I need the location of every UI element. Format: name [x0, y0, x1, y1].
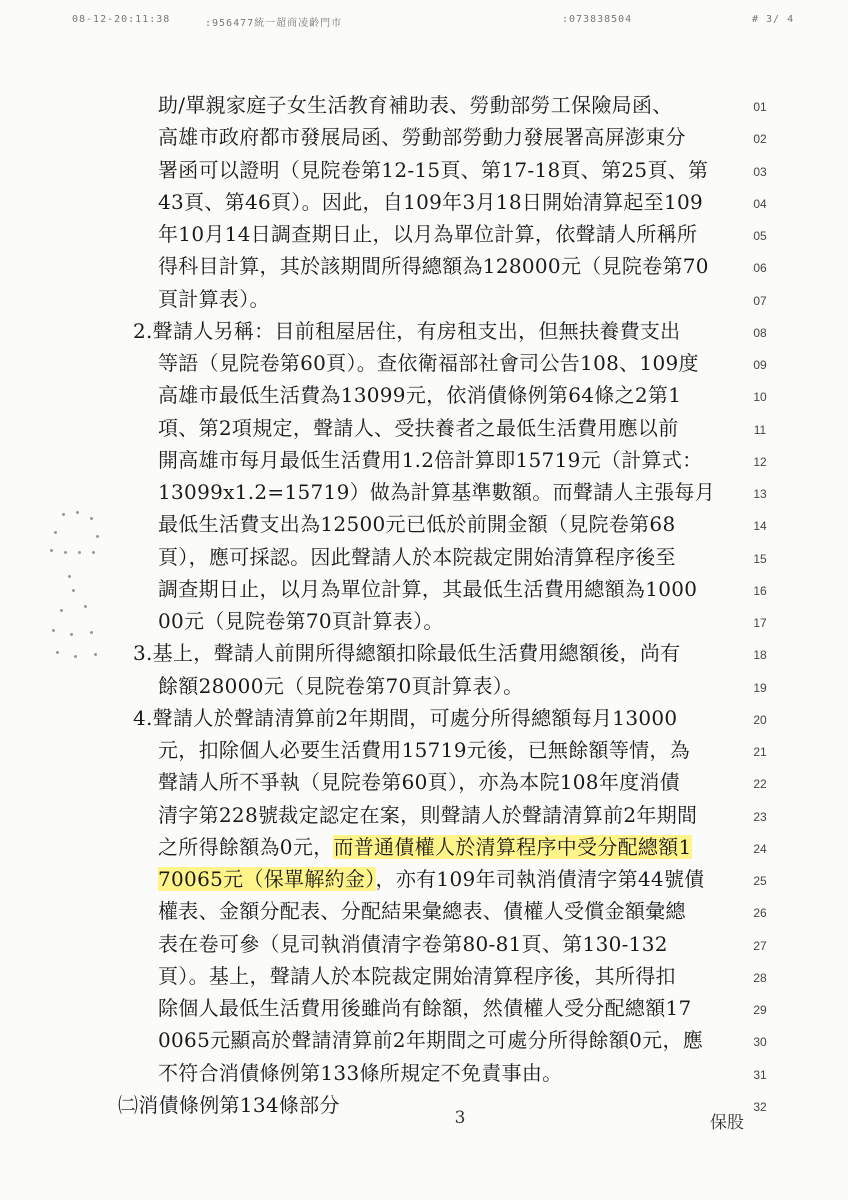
line-text: 最低生活費支出為12500元已低於前開金額（見院卷第68 [158, 512, 676, 536]
line-text: 頁）。基上，聲請人於本院裁定開始清算程序後，其所得扣 [158, 964, 676, 988]
text-line [158, 1023, 703, 1057]
fax-phone: :073838504 [562, 14, 633, 25]
line-text: 助/單親家庭子女生活教育補助表、勞動部勞工保險局函、 [158, 93, 673, 117]
text-line [158, 120, 686, 154]
text-line [158, 959, 676, 993]
line-number: 06 [753, 261, 767, 275]
line-text: 聲請人所不爭執（見院卷第60頁），亦為本院108年度消債 [158, 770, 681, 794]
line-text: 0065元顯高於聲請清算前2年期間之可處分所得餘額0元，應 [158, 1028, 704, 1052]
line-text: 項、第2項規定，聲請人、受扶養者之最低生活費用應以前 [158, 416, 679, 440]
text-line [118, 1088, 340, 1122]
line-number: 16 [753, 584, 767, 598]
line-number: 28 [753, 971, 767, 985]
text-line [158, 346, 699, 380]
line-text: 年10月14日調查期日止，以月為單位計算，依聲請人所稱所 [158, 222, 698, 246]
line-text: 除個人最低生活費用後雖尚有餘額，然債權人受分配總額17 [158, 996, 692, 1020]
text-line [158, 991, 692, 1025]
text-line [158, 153, 708, 187]
line-number: 23 [753, 810, 767, 824]
line-text: 高雄市最低生活費為13099元，依消債條例第64條之2第1 [158, 383, 682, 407]
line-number: 27 [753, 939, 767, 953]
line-text: 清字第228號裁定認定在案，則聲請人於聲請清算前2年期間 [158, 803, 698, 827]
line-number: 10 [753, 390, 767, 404]
line-text: 4.聲請人於聲請清算前2年期間，可處分所得總額每月13000 [133, 706, 678, 730]
line-text: 2.聲請人另稱：目前租屋居住，有房租支出，但無扶養費支出 [133, 319, 681, 343]
text-line [158, 669, 523, 703]
line-number: 01 [753, 100, 767, 114]
line-number: 19 [753, 681, 767, 695]
line-text: 不符合消債條例第133條所規定不免責事由。 [158, 1061, 563, 1085]
line-number: 25 [753, 874, 767, 888]
text-line [158, 733, 690, 767]
line-number: 32 [753, 1100, 767, 1114]
line-text: 43頁、第46頁）。因此，自109年3月18日開始清算起至109 [158, 190, 704, 214]
line-number: 20 [753, 713, 767, 727]
line-text: ㈡消債條例第134條部分 [118, 1093, 340, 1117]
line-text: 之所得餘額為0元， [158, 835, 334, 859]
text-line [158, 765, 680, 799]
line-number: 15 [753, 552, 767, 566]
text-line [158, 88, 673, 122]
text-line [158, 411, 679, 445]
line-text: 等語（見院卷第60頁）。查依衛福部社會司公告108、109度 [158, 351, 699, 375]
line-text: 元，扣除個人必要生活費用15719元後，已無餘額等情，為 [158, 738, 691, 762]
line-number: 17 [753, 616, 767, 630]
text-line [158, 798, 697, 832]
line-text: 表在卷可參（見司執消債清字卷第80-81頁、第130-132 [158, 932, 668, 956]
line-number: 07 [753, 294, 767, 308]
punch-hole-marks [40, 505, 100, 675]
text-line [158, 249, 709, 283]
text-line [158, 540, 676, 574]
text-line [158, 830, 692, 864]
text-line [158, 1056, 562, 1090]
text-line [158, 443, 702, 477]
line-number: 09 [753, 358, 767, 372]
line-number: 14 [753, 519, 767, 533]
line-text: 開高雄市每月最低生活費用1.2倍計算即15719元（計算式： [158, 448, 703, 472]
text-line [158, 507, 675, 541]
line-text: 頁計算表）。 [158, 287, 270, 311]
highlighted-text: 70065元（保單解約金） [158, 867, 376, 891]
text-line [133, 636, 680, 670]
line-number: 08 [753, 326, 767, 340]
text-line [158, 378, 681, 412]
line-number: 13 [753, 487, 767, 501]
line-text: 調查期日止，以月為單位計算，其最低生活費用總額為1000 [158, 577, 698, 601]
fax-sender: :956477統一超商凌齡門市 [205, 18, 343, 29]
line-number: 11 [753, 423, 767, 437]
line-text: 00元（見院卷第70頁計算表）。 [158, 609, 444, 633]
text-line [158, 185, 703, 219]
line-text: ，亦有109年司執消債清字第44號債 [375, 867, 705, 891]
fax-timestamp: 08-12-20:11:38 [72, 14, 171, 25]
text-line [133, 701, 677, 735]
line-number: 12 [753, 455, 767, 469]
text-line [158, 862, 705, 896]
line-number: 26 [753, 906, 767, 920]
text-line [158, 217, 697, 251]
line-number: 18 [753, 648, 767, 662]
text-line [158, 572, 697, 606]
court-unit-label: 保股 [710, 1113, 744, 1133]
line-text: 署函可以證明（見院卷第12-15頁、第17-18頁、第25頁、第 [158, 158, 709, 182]
line-number: 29 [753, 1003, 767, 1017]
line-text: 頁），應可採認。因此聲請人於本院裁定開始清算程序後至 [158, 545, 676, 569]
text-line [158, 475, 715, 509]
line-number: 30 [753, 1035, 767, 1049]
line-number: 04 [753, 197, 767, 211]
line-text: 得科目計算，其於該期間所得總額為128000元（見院卷第70 [158, 254, 709, 278]
text-line [158, 604, 444, 638]
line-text: 高雄市政府都市發展局函、勞動部勞動力發展署高屏澎東分 [158, 125, 686, 149]
line-text: 餘額28000元（見院卷第70頁計算表）。 [158, 674, 524, 698]
page-number: 3 [454, 1108, 466, 1128]
text-line [158, 282, 270, 316]
line-number: 02 [753, 132, 767, 146]
line-number: 21 [753, 745, 767, 759]
text-line [133, 314, 680, 348]
line-number: 31 [753, 1068, 767, 1082]
line-number: 03 [753, 165, 767, 179]
line-number: 24 [753, 842, 767, 856]
highlighted-text: 而普通債權人於清算程序中受分配總額1 [333, 835, 692, 859]
line-text: 13099x1.2=15719）做為計算基準數額。而聲請人主張每月 [158, 480, 715, 504]
line-number: 22 [753, 777, 767, 791]
text-line [158, 894, 686, 928]
fax-header [0, 14, 848, 30]
line-text: 3.基上，聲請人前開所得總額扣除最低生活費用總額後，尚有 [133, 641, 681, 665]
line-text: 權表、金額分配表、分配結果彙總表、債權人受償金額彙總 [158, 899, 686, 923]
text-line [158, 927, 668, 961]
line-number: 05 [753, 229, 767, 243]
fax-page-indicator: # 3/ 4 [752, 14, 795, 25]
